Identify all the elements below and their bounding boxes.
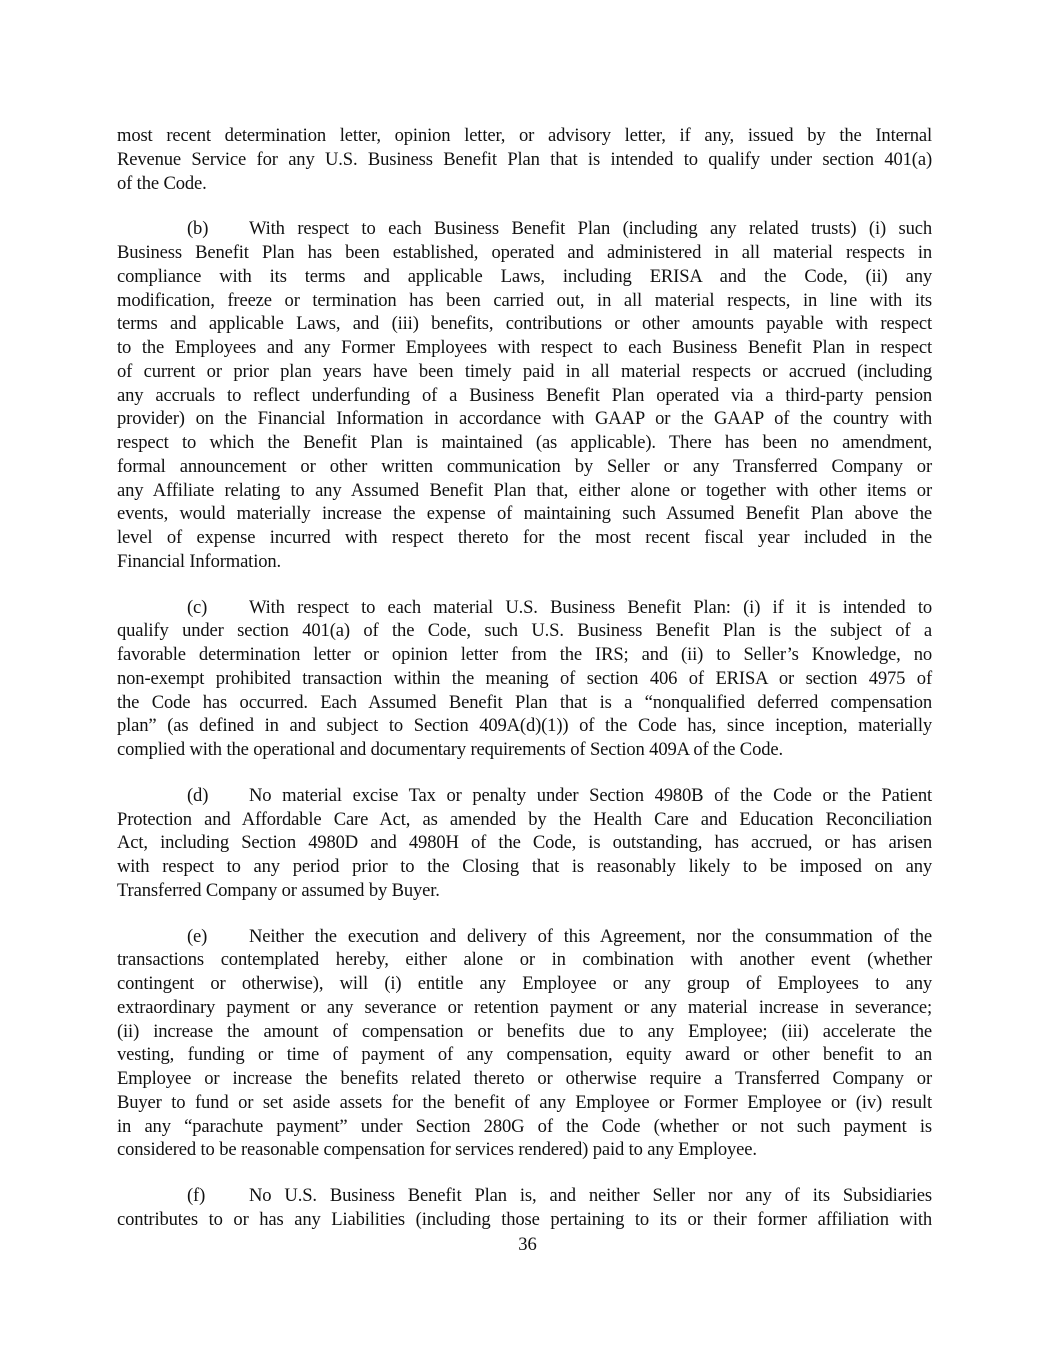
text-line: level of expense incurred with respect thereto for the most recent fiscal year included in the [117, 527, 932, 548]
text-line: Business Benefit Plan has been established, operated and administered in all material respects in [117, 242, 932, 263]
text-line: Revenue Service for any U.S. Business Benefit Plan that is intended to qualify under section 401(a) [117, 148, 932, 170]
paragraph-e [117, 925, 932, 1163]
text-line: any Affiliate relating to any Assumed Benefit Plan that, either alone or together with other items or [117, 479, 932, 501]
paragraph-continuation [117, 124, 932, 195]
text-line: any accruals to reflect underfunding of a Business Benefit Plan operated via a third-party pension [117, 384, 932, 406]
paragraph-d [117, 784, 932, 903]
text-line: favorable determination letter or opinion letter from the IRS; and (ii) to Seller’s Knowledge, no [117, 644, 932, 665]
text-line: Employee or increase the benefits related thereto or otherwise require a Transferred Company or [117, 1068, 932, 1089]
text-line: qualify under section 401(a) of the Code, such U.S. Business Benefit Plan is the subject of a [117, 620, 932, 642]
text-line-content: No material excise Tax or penalty under Section 4980B of the Code or the Patient [249, 784, 932, 806]
paragraph-c [117, 596, 932, 762]
text-line: contingent or otherwise), will (i) entitle any Employee or any group of Employees to any [117, 973, 932, 994]
text-line: with respect to any period prior to the Closing that is reasonably likely to be imposed on any [117, 856, 932, 877]
text-line: compliance with its terms and applicable Laws, including ERISA and the Code, (ii) any [117, 265, 932, 287]
text-line [117, 217, 932, 241]
paragraph-b [117, 217, 932, 573]
text-line-content: With respect to each material U.S. Business Benefit Plan: (i) if it is intended to [249, 596, 932, 618]
text-line: vesting, funding or time of payment of any compensation, equity award or other benefit to an [117, 1044, 932, 1066]
text-line: Financial Information. [117, 550, 281, 572]
text-line [117, 1184, 932, 1208]
text-line: terms and applicable Laws, and (iii) benefits, contributions or other amounts payable with respect [117, 313, 932, 335]
text-line-content: With respect to each Business Benefit Plan (including any related trusts) (i) such [249, 218, 932, 240]
paragraph-label: (e) [187, 925, 208, 947]
text-line: contributes to or has any Liabilities (including those pertaining to its or their former affiliation with [117, 1208, 932, 1230]
text-line: transactions contemplated hereby, either alone or in combination with another event (whether [117, 949, 932, 971]
text-line: plan” (as defined in and subject to Section 409A(d)(1)) of the Code has, since inception, materially [117, 715, 932, 737]
text-line: considered to be reasonable compensation for services rendered) paid to any Employee. [117, 1139, 757, 1161]
text-line: formal announcement or other written communication by Seller or any Transferred Company or [117, 455, 932, 477]
paragraph-f [117, 1184, 932, 1232]
text-line-content: Neither the execution and delivery of this Agreement, nor the consummation of the [249, 925, 932, 947]
text-line: in any “parachute payment” under Section 280G of the Code (whether or not such payment is [117, 1115, 932, 1137]
text-line: respect to which the Benefit Plan is maintained (as applicable). There has been no amendment, [117, 432, 932, 453]
paragraph-label: (b) [187, 218, 209, 240]
text-line [117, 784, 932, 808]
text-line: most recent determination letter, opinion letter, or advisory letter, if any, issued by the Internal [117, 125, 932, 146]
text-line: to the Employees and any Former Employees with respect to each Business Benefit Plan in respect [117, 337, 932, 358]
paragraph-label: (c) [187, 596, 208, 618]
text-line: Act, including Section 4980D and 4980H of the Code, is outstanding, has accrued, or has arisen [117, 832, 932, 854]
paragraph-label: (d) [187, 784, 209, 806]
text-line: of current or prior plan years have been timely paid in all material respects or accrued (including [117, 360, 932, 382]
page-number: 36 [518, 1234, 537, 1255]
text-line: complied with the operational and documentary requirements of Section 409A of the Code. [117, 739, 783, 760]
text-line: Protection and Affordable Care Act, as amended by the Health Care and Education Reconciliation [117, 808, 932, 830]
text-line: the Code has occurred. Each Assumed Benefit Plan that is a “nonqualified deferred compensation [117, 691, 932, 713]
text-line: non-exempt prohibited transaction within the meaning of section 406 of ERISA or section 4975 of [117, 667, 932, 689]
paragraph-label: (f) [187, 1185, 206, 1206]
text-line: extraordinary payment or any severance or retention payment or any material increase in severance; [117, 996, 932, 1018]
text-line: modification, freeze or termination has been carried out, in all material respects, in line with its [117, 289, 932, 311]
text-line [117, 596, 932, 620]
text-line: of the Code. [117, 172, 207, 194]
text-line: events, would materially increase the expense of maintaining such Assumed Benefit Plan above the [117, 503, 932, 525]
text-line: (ii) increase the amount of compensation or benefits due to any Employee; (iii) accelerate the [117, 1020, 932, 1042]
text-line: Transferred Company or assumed by Buyer. [117, 879, 440, 901]
text-line [117, 925, 932, 949]
text-line: Buyer to fund or set aside assets for the benefit of any Employee or Former Employee or (iv) result [117, 1091, 932, 1113]
document-page [117, 124, 932, 1254]
text-line: provider) on the Financial Information in accordance with GAAP or the GAAP of the country with [117, 408, 932, 430]
text-line-content: No U.S. Business Benefit Plan is, and neither Seller nor any of its Subsidiaries [249, 1185, 932, 1206]
